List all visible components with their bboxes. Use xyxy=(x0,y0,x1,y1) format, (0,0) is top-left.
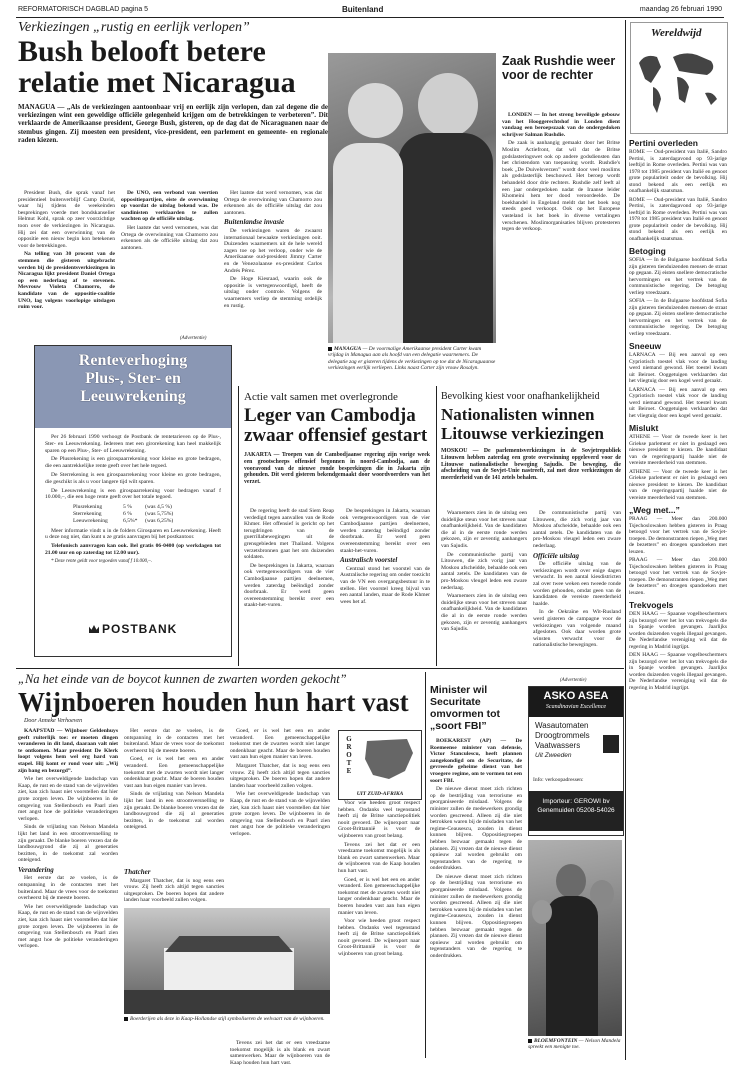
rushdie-headline: Zaak Rushdie weer voor de rechter xyxy=(502,54,616,82)
vest-col-3b: Tevens zei het dat er een vreedzame toekomst mogelijk is als blank en zwart samenwerken. Maar de wijnboeren van de Kaap houden hun hart vast. xyxy=(230,1040,330,1066)
vest-kicker: „Na het einde van de boycot kunnen de zwarten worden gekocht” xyxy=(18,672,347,686)
world-map-icon xyxy=(631,43,727,131)
price-tag-icon xyxy=(603,735,619,753)
asea-ad-label: (Advertentie) xyxy=(560,678,587,683)
postbank-crown-icon xyxy=(89,625,99,633)
wereldwijd-column: Pertini overleden ROME — Oud-president van Italië, Sandro Pertini, is zaterdagavond op 93-jarige leeftijd in Rome overleden. Pertini was van 1978 tot 1985 president van Italië en genoot grote populariteit onder de bevolking. Hij stond bekend als een eerlijk en onafhankelijk staatsman. ROME — Oud-president van Italië, Sandro Pertini, is zaterdagavond op 93-jarige leeftijd in Rome overleden. Pertini was van 1978 tot 1985 president van Italië en genoot grote populariteit onder de bevolking. Hij stond bekend als een eerlijk en onafhankelijk staatsman. Betoging SOFIA — In de Bulgaarse hoofdstad Sofia zijn gisteren tienduizenden mensen de straat op gegaan. Zij eisten snellere democratische hervormingen en het vertrek van de communistische regering. De betoging verliep vreedzaam. SOFIA — In de Bulgaarse hoofdstad Sofia zijn gisteren tienduizenden mensen de straat op gegaan. Zij eisten snellere democratische hervormingen en het vertrek van de communistische regering. De betoging verliep vreedzaam. Sneeuw LARNACA — Bij een aanval op een Cypriotisch toestel vlak voor de landing werd niemand gewond. Het toestel kwam uit Beiroet. Ooggetuigen verklaarden dat het vliegtuig door een kogel werd geraakt. LARNACA — Bij een aanval op een Cypriotisch toestel vlak voor de landing werd niemand gewond. Het toestel kwam uit Beiroet. Ooggetuigen verklaarden dat het vliegtuig door een kogel werd geraakt. Mislukt ATHENE — Voor de tweede keer is het Griekse parlement er niet in geslaagd een nieuwe president te kiezen. De kandidaat van de regeringspartij haalde niet de vereiste meerderheid van stemmen. ATHENE — Voor de tweede keer is het Griekse parlement er niet in geslaagd een nieuwe president te kiezen. De kandidaat van de regeringspartij haalde niet de vereiste meerderheid van stemmen. „Weg met...” PRAAG — Meer dan 200.000 Tsjechoslowaken hebben gisteren in Praag betoogd voor het vertrek van de Sovjet-troepen. De demonstranten riepen „Weg met de bezetters” en droegen spandoeken met leuzen. PRAAG — Meer dan 200.000 Tsjechoslowaken hebben gisteren in Praag betoogd voor het vertrek van de Sovjet-troepen. De demonstranten riepen „Weg met de bezetters” en droegen spandoeken met leuzen. Trekvogels DEN HAAG — Spaanse vogelbeschermers zijn bezorgd over het lot van trekvogels die in Spanje worden gevangen. Jaarlijks worden duizenden vogels illegaal gevangen. De Nederlandse vereniging wil dat de regering in Madrid ingrijpt. DEN HAAG — Spaanse vogelbeschermers zijn bezorgd over het lot van trekvogels die in Spanje worden gevangen. Jaarlijks worden duizenden vogels illegaal gevangen. De Nederlandse vereniging wil dat de regering in Madrid ingrijpt. xyxy=(629,138,727,691)
vest-col-4: Voor wie heeden groot respect hebben. Ondanks veel tegenstand heeft zij de Britse sanctiepolitiek nooit gevoerd. De wijnexport naar Groot-Brittannië is voor de wijnboeren van groot belang. Tevens zei het dat er een vreedzame toekomst mogelijk is als blank en zwart samenwerken. Maar de wijnboeren van de Kaap houden hun hart vast. Goed, er is wel het een en ander veranderd. Een gemeenschappelijke toekomst met de zwarten wordt niet langer ondenkbaar geacht. Maar de boeren houden vast aan hun eigen manier van leven. Voor wie heeden groot respect hebben. Ondanks veel tegenstand heeft zij de Britse sanctiepolitiek nooit gevoerd. De wijnexport naar Groot-Brittannië is voor de wijnboeren van groot belang. xyxy=(338,800,420,958)
mandela-caption: BLOEMFONTEIN — Nelson Mandela spreekt een menigte toe. xyxy=(528,1038,621,1051)
postbank-rates-table xyxy=(73,504,221,524)
weg-met-headline: „Weg met...” xyxy=(629,505,680,515)
litouwen-kicker: Bevolking kiest voor onafhankelijkheid xyxy=(441,391,600,402)
cambodja-lede: JAKARTA — Troepen van de Cambodjaanse regering zijn vorige week een grootscheeps offensief begonnen in noord-Cambodja, aan de vooravond van de nieuwe ronde besprekingen die in Jakarta zijn gehouden. Dit werd gisteren bekendgemaakt door woordvoerders van het verzet. xyxy=(244,452,430,486)
asko-asea-advertisement: ASKO ASEA Scandinavian Excellence Wasautomaten Droogtrommels Vaatwassers Uit Zweeden Info: verkoopadressen: Importeur: GEROWI bv Genemuiden 05208-54026 xyxy=(528,686,624,836)
rate-row: Plusrekening 5 % (was 4,5 %) xyxy=(73,504,172,511)
farmhouse-photo xyxy=(124,908,330,1014)
south-africa-map-icon xyxy=(361,735,417,783)
rushdie-body: LONDEN — In het streng beveiligde gebouw van het Hooggerechtshof in Londen dient vandaag een beroepszaak van de ondergedoken schrijver Salman Rushdie. De zaak is aanhangig gemaakt door het Britse Moslim Actiefront, dat wil dat de Britse godslasteringswet ook op andere godsdiensten dan het christendom van toepassing wordt. Rushdie's boek „De Duivelsverzen” wordt door veel moslims als godslasterlijk beschouwd. Het beroep wordt behandeld door drie rechters. Rushdie zelf leeft al een jaar ondergedoken nadat de Iraanse leider Khomeini hem ter dood veroordeelde. De boekhandel in Engeland meldt dat het boek nog steeds goed verkoopt. Ook op het Europese vasteland is het boek in diverse vertalingen verschenen. Moslimorganisaties blijven protesteren tegen de verkoop. xyxy=(502,112,620,233)
nicaragua-lede: MANAGUA — „Als de verkiezingen aantoonbaar vrij en eerlijk zijn verlopen, dan zal degene die de verkiezingen wint een geweldige officiële gelegenheid krijgen om de betrekkingen te verbeteren”. Dit verklaarde de Amerikaanse president, George Bush, gisteren, op de dag dat de Nicaraguanen naar de stembus gingen. Zij moesten een president, vice-president, een parlement en gemeente- en regionale raden kiezen. xyxy=(18,103,328,144)
carter-photo-caption: MANAGUA — De voormalige Amerikaanse president Carter kwam vrijdag in Managua aan als hoofd van een delegatie waarnemers. De delegatie zag er gisteren tijdens de verkiezingen op toe dat de Nicaraguaanse verkiezingen eerlijk verliepen. Links naast Carter zijn vrouw Rosalyn. xyxy=(328,346,496,372)
mandela-photo xyxy=(528,840,622,1036)
vest-col-2: Het eerste dat ze voelen, is de ontspanning in de contacten met het buitenland. Maar de vrees voor de toekomst overheerst bij de meeste boeren. Goed, er is wel het een en ander veranderd. Een gemeenschappelijke toekomst met de zwarten wordt niet langer ondenkbaar geacht. Maar de boeren houden vast aan hun eigen manier van leven. Sinds de vrijlating van Nelson Mandela lijkt het land in een stroomversnelling te zijn geraakt. De blanke boeren vrezen dat de landbouwgrond die zij al generaties bezitten, in de toekomst zal worden onteigend. xyxy=(124,728,224,831)
asea-products: Wasautomaten Droogtrommels Vaatwassers Uit Zweeden xyxy=(535,721,590,759)
grote-uit-zuid-afrika-logo: G R O T E UIT ZUID-AFRIKA xyxy=(338,730,422,800)
litouwen-col-2: De communistische partij van Litouwen, die zich vorig jaar van Moskou afscheidde, behaalde ook een aantal zetels. De kandidaten van de pro-Moskou vleugel leden een zware nederlaag. Officiële uitslag De officiële uitslag van de verkiezingen wordt over enige dagen verwacht. In een aantal kiesdistricten zal over twee weken een tweede ronde worden gehouden, omdat geen van de kandidaten de vereiste meerderheid haalde. In de Oekraïne en Wit-Rusland werd gisteren de campagne voor de verkiezingen van volgende maand afgesloten. Ook daar worden grote winsten verwacht voor de nationalistische bewegingen. xyxy=(533,510,621,649)
page-date: maandag 26 februari 1990 xyxy=(639,6,722,13)
vest-col-2b: Thatcher Margaret Thatcher, dat is nog eens een vrouw. Zij heeft zich altijd tegen sancties uitgesproken. De boeren hopen dat andere landen haar voorbeeld zullen volgen. xyxy=(124,868,224,904)
vest-byline: Door Anneke Verhoeven xyxy=(24,718,83,724)
securitate-headline: Minister wil Securitate omvormen tot „soort FBI” xyxy=(430,684,501,732)
postbank-logo: POSTBANK xyxy=(89,622,177,636)
vest-col-1: KAAPSTAD — Wijnboer Geldenhuys geeft ruiterlijk toe: er moeten dingen veranderen in dit land, daaraan valt niet te ontkomen. Maar president De Klerk loopt volgens hem wel erg hard van stapel. Hij komt er rond voor uit: „Wij zijn bang en bezorgd”. Wie het overweldigende landschap van Kaap, de rust en de stand van de wijnvelden ziet, kan zich haast niet voorstellen dat hier grote zorgen leven. De wijnboeren in de omgeving van Stellenbosch en Paarl zien met angst hoe de politieke veranderingen verlopen. Sinds de vrijlating van Nelson Mandela lijkt het land in een stroomversnelling te zijn geraakt. De blanke boeren vrezen dat de landbouwgrond die zij al generaties bezitten, in de toekomst zal worden onteigend. Verandering Het eerste dat ze voelen, is de ontspanning in de contacten met het buitenland. Maar de vrees voor de toekomst overheerst bij de meeste boeren. Wie het overweldigende landschap van Kaap, de rust en de stand van de wijnvelden ziet, kan zich haast niet voorstellen dat hier grote zorgen leven. De wijnboeren in de omgeving van Stellenbosch en Paarl zien met angst hoe de politieke veranderingen verlopen. xyxy=(18,728,118,950)
postbank-ad-label: (Advertentie) xyxy=(180,336,207,341)
wereldwijd-map xyxy=(630,22,728,134)
nicaragua-headline: Bush belooft betere relatie met Nicaragua xyxy=(18,35,296,99)
sneeuw-headline: Sneeuw xyxy=(629,341,662,351)
nicaragua-col-3: Het laatste dat werd vernomen, was dat Ortega de overwinning van Chamorro zou erkennen als de officiële uitslag dat zou aantonen. Buitenlandse invasie De verkiezingen waren de zwaarst internationaal bewaakte verkiezingen ooit. Duizenden waarnemers uit de hele wereld zagen toe op het verloop, onder wie de Amerikaanse oud-president Jimmy Carter en de Venezolaanse ex-president Carlos Andrés Pérez. De Hoge Kiesraad, waarin ook de oppositie is vertegenwoordigd, heeft de uitslag onder controle. Volgens de waarnemers verliep de stemming ordelijk en rustig. xyxy=(224,190,322,309)
wereldwijd-logo: Wereldwijd xyxy=(651,27,702,39)
cambodja-col-2: De besprekingen in Jakarta, waaraan ook vertegenwoordigers van de vier Cambodjaanse partijen deelnemen, werden zaterdag beëindigd zonder doorbraak. Er werd geen overeenstemming bereikt over een staakt-het-vuren. Australisch voorstel Centraal stond het voorstel van de Australische regering om onder toezicht van de VN een overgangsbestuur in te stellen. Het voorstel kreeg bijval van een aantal landen, maar de Rode Khmer wees het af. xyxy=(340,508,430,605)
nicaragua-col-1: President Bush, die sprak vanaf het presidentieel buitenverblijf Camp David, waar hij tijdens de weekeinden besprekingen voerde met bondskanselier Helmut Kohl, sprak op zeer voorzichtige toon over de verkiezingen in Nicaragua. Hij zei dat een overwinning van de oppositie een nieuw begin kon betekenen voor de betrekkingen. Na telling van 30 procent van de stemmen die gisteren uitgebracht werden bij de presidentsverkiezingen in Nicaragua lijkt president Daniel Ortega op een nederlaag af te stevenen. Mevrouw Violeta Chamorro, de kandidate van de oppositie-coalitie UNO, lag volgens voorlopige uitslagen ruim voor. xyxy=(18,190,115,311)
trekvogels-headline: Trekvogels xyxy=(629,600,674,610)
postbank-ad-title: Renteverhoging Plus-, Ster- en Leeuwrekening xyxy=(78,352,188,405)
farmhouse-caption: Boerderijen als deze in Kaap-Hollandse stijl symboliseren de welvaart van de wijnboeren. xyxy=(124,1016,330,1038)
asko-asea-logo: ASKO ASEA xyxy=(543,690,609,702)
section-title: Buitenland xyxy=(342,5,384,14)
mislukt-headline: Mislukt xyxy=(629,423,659,433)
pertini-headline: Pertini overleden xyxy=(629,138,698,148)
vest-col-3: Goed, er is wel het een en ander veranderd. Een gemeenschappelijke toekomst met de zwarten wordt niet langer ondenkbaar geacht. Maar de boeren houden vast aan hun eigen manier van leven. Margaret Thatcher, dat is nog eens een vrouw. Zij heeft zich altijd tegen sancties uitgesproken. De boeren hopen dat andere landen haar voorbeeld zullen volgen. Wie het overweldigende landschap van Kaap, de rust en de stand van de wijnvelden ziet, kan zich haast niet voorstellen dat hier grote zorgen leven. De wijnboeren in de omgeving van Stellenbosch en Paarl zien met angst hoe de politieke veranderingen verlopen. xyxy=(230,728,330,837)
carter-photo xyxy=(328,53,496,343)
securitate-body: BOEKAREST (AP) — De Roemeense minister van defensie, Victor Stanculescu, heeft plannen aangekondigd om de Securitate, de gevreesde geheime dienst van het vroegere regime, om te vormen tot een soort FBI. De nieuwe dienst moet zich richten op de bestrijding van terrorisme en georganiseerde misdaad. Volgens de minister zullen de medewerkers grondig worden gescreend. Alleen zij die niet betrokken waren bij de misdaden van het regime-Ceausescu, zouden in dienst kunnen blijven. Oppositiegroepen hebben bezwaar gemaakt tegen de plannen. Zij vrezen dat de nieuwe dienst opnieuw zal worden gebruikt om tegenstanders van de regering te onderdrukken. De nieuwe dienst moet zich richten op de bestrijding van terrorisme en georganiseerde misdaad. Volgens de minister zullen de medewerkers grondig worden gescreend. Alleen zij die niet betrokken waren bij de misdaden van het regime-Ceausescu, zouden in dienst kunnen blijven. Oppositiegroepen hebben bezwaar gemaakt tegen de plannen. Zij vrezen dat de nieuwe dienst opnieuw zal worden gebruikt om tegenstanders van de regering te onderdrukken. xyxy=(430,738,522,959)
nicaragua-kicker: Verkiezingen „rustig en eerlijk verlopen” xyxy=(18,20,250,35)
page-header-left: REFORMATORISCH DAGBLAD pagina 5 xyxy=(18,6,149,13)
cambodja-col-1: De regering heeft de stad Siem Reap verdedigd tegen aanvallen van de Rode Khmer. Het offensief is gericht op het terugdringen van de guerrillabewegingen uit de grensgebieden met Thailand. Volgens verzetsbronnen gaat het om duizenden soldaten. De besprekingen in Jakarta, waaraan ook vertegenwoordigers van de vier Cambodjaanse partijen deelnemen, werden zaterdag beëindigd zonder doorbraak. Er werd geen overeenstemming bereikt over een staakt-het-vuren. xyxy=(244,508,334,609)
betoging-headline: Betoging xyxy=(629,246,666,256)
cambodja-kicker: Actie valt samen met overlegronde xyxy=(244,391,398,403)
rate-row: Sterrekening 6 % (was 5,75%) xyxy=(73,510,174,517)
litouwen-col-1: Waarnemers zien in de uitslag een duidelijke steun voor het streven naar onafhankelijkheid. Van de kandidaten die al in de eerste ronde werden gekozen, zijn er zeventig aanhangers van Sajudis. De communistische partij van Litouwen, die zich vorig jaar van Moskou afscheidde, behaalde ook een aantal zetels. De kandidaten van de pro-Moskou vleugel leden een zware nederlaag. Waarnemers zien in de uitslag een duidelijke steun voor het streven naar onafhankelijkheid. Van de kandidaten die al in de eerste ronde werden gekozen, zijn er zeventig aanhangers van Sajudis. xyxy=(441,510,527,633)
litouwen-headline: Nationalisten winnen Litouwse verkiezingen xyxy=(441,405,604,443)
postbank-advertisement xyxy=(34,345,232,657)
litouwen-lede: MOSKOU — De parlementsverkiezingen in de Sovjetrepubliek Litouwen hebben zaterdag een grote overwinning opgeleverd voor de Litouwse nationalistische beweging Sajudis. De beweging, die afscheiding van de Sovjet-Unie nastreeft, zal met deze verkiezingen de meerderheid van de 141 zetels behalen. xyxy=(441,448,621,482)
vest-headline: Wijnboeren houden hun hart vast xyxy=(18,687,409,717)
asea-importer: Importeur: GEROWI bv Genemuiden 05208-54026 xyxy=(537,798,615,814)
postbank-ad-body: Per 26 februari 1990 verhoogt de Postbank de rentetarieven op de Plus-, Ster- en Leeuwrekening. Iedereen met een girorekening kan heel makkelijk sparen op een Plus-, Ster- of Leeuwrekening. De Plusrekening is een girospaarrekening voor kleine en grote bedragen, die een aantrekkelijke rente geeft over het hele tegoed. De Sterrekening is een girospaarrekening voor kleine en grote bedragen, die geschikt is als u voor langere tijd wilt sparen. De Leeuwrekening is een girospaarrekening voor bedragen vanaf f 10.000,–, die een hoge rente geeft over het totale tegoed. Plusrekening 5 % (was 4,5 %) Sterrekening 6 % (was 5,75%) Leeuwrekening 6,5%* (was 6,25%) Meer informatie vindt u in de folders Girosparen en Leeuwrekening. Heeft u deze nog niet, dan kunt u ze gratis aanvragen bij het postkantoor. Telefonisch aanvragen kan ook. Bel gratis 06-0400 (op werkdagen tot 21.00 uur en op zaterdag tot 12.00 uur). * Deze rente geldt voor tegoeden vanaf f 10.000,–. xyxy=(45,434,221,564)
nicaragua-col-2: De UNO, een verbond van veertien oppositiepartijen, eiste de overwinning op voordat de uitslag bekend was. De sandinisten verklaarden te zullen wachten op de officiële uitslag. Het laatste dat werd vernomen, was dat Ortega de overwinning van Chamorro zou erkennen als de officiële uitslag dat zou aantonen. xyxy=(121,190,218,251)
cambodja-headline: Leger van Cambodja zwaar offensief gestart xyxy=(244,405,428,446)
rate-row: Leeuwrekening 6,5%* (was 6,25%) xyxy=(73,517,174,524)
